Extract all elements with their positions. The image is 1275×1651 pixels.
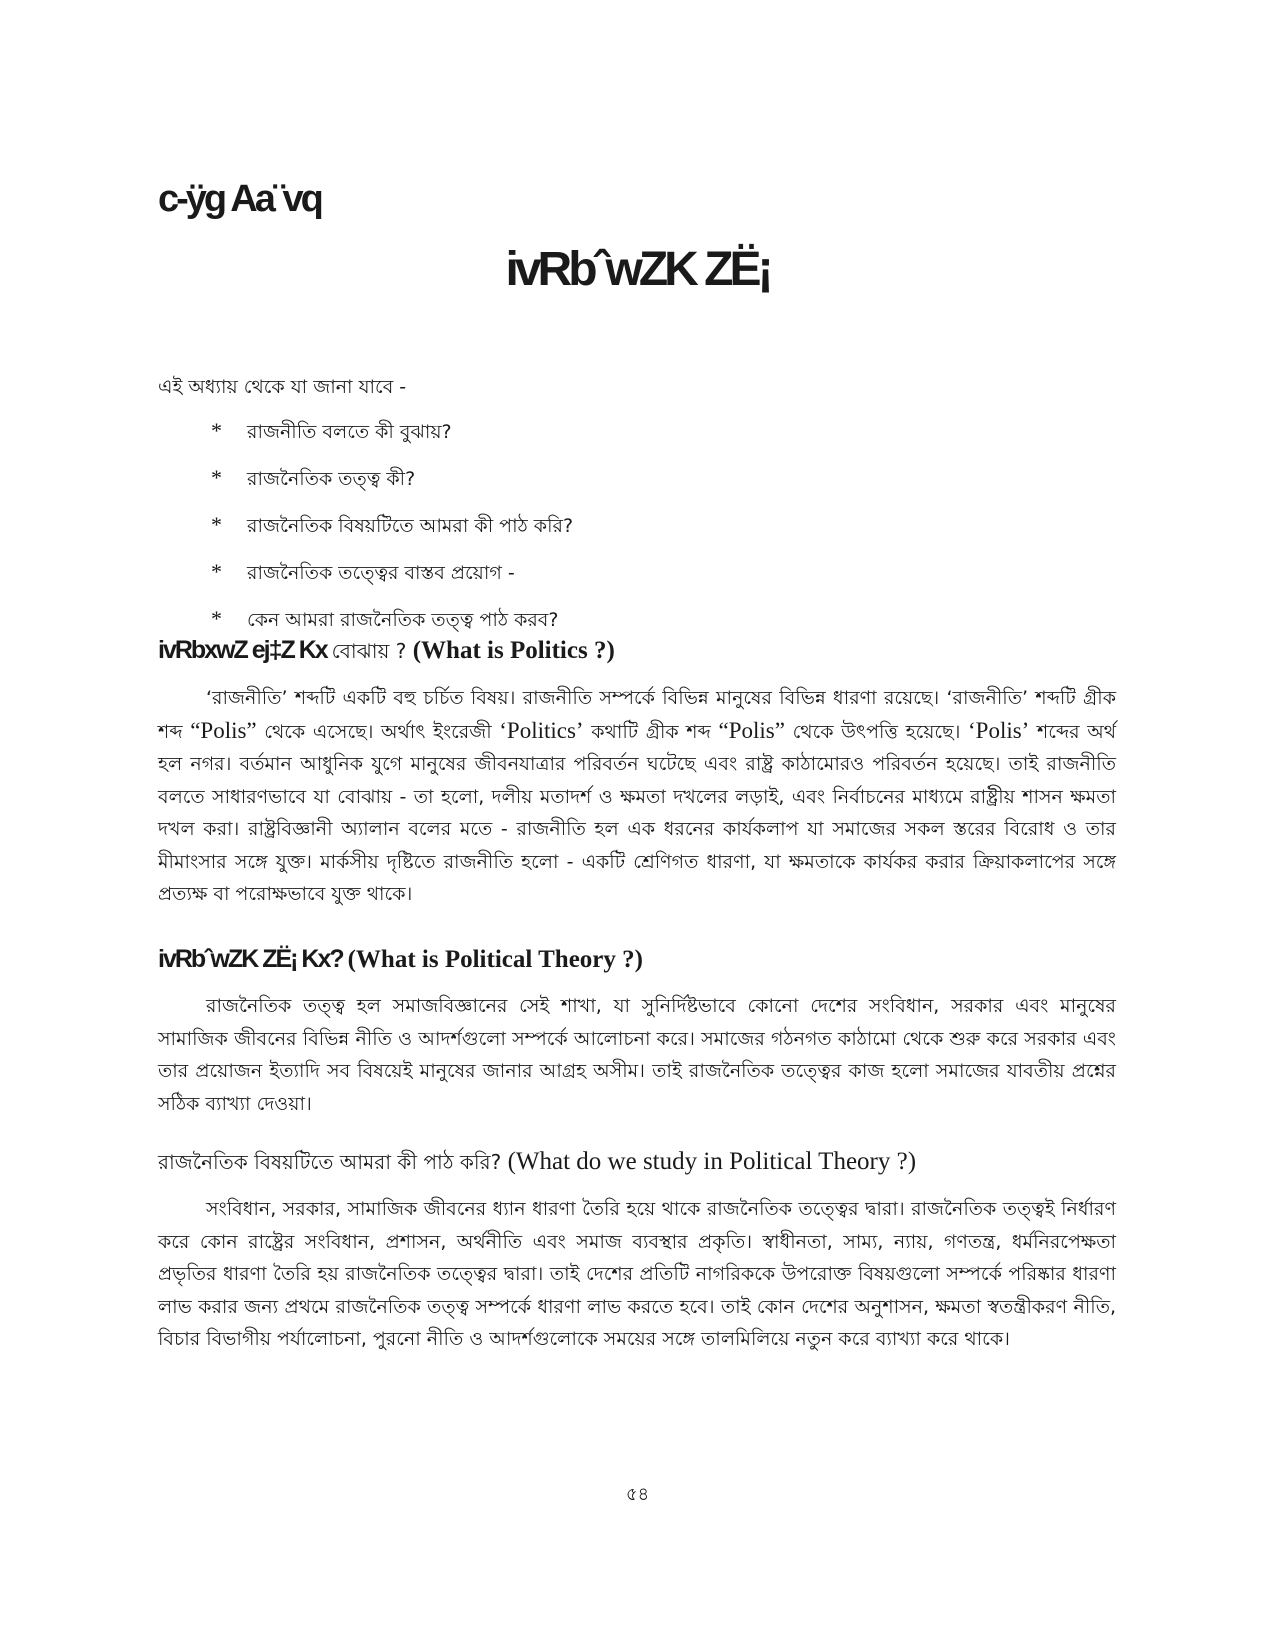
list-item: * রাজনৈতিক তত্ত্বের বাস্তব প্রয়োগ - (211, 559, 515, 584)
asterisk-icon: * (211, 606, 222, 631)
asterisk-icon: * (211, 512, 222, 537)
section-heading-study: রাজনৈতিক বিষয়টিতে আমরা কী পাঠ করি? (What do we study in Political Theory ?) (158, 1148, 917, 1175)
list-item: * কেন আমরা রাজনৈতিক তত্ত্ব পাঠ করব? (211, 606, 559, 631)
page-number: ৫৪ (625, 1484, 650, 1505)
paragraph-political-theory: রাজনৈতিক তত্ত্ব হল সমাজবিজ্ঞানের সেই শাখা, যা সুনির্দিষ্টভাবে কোনো দেশের সংবিধান, সরকার এবং মানুষের সামাজিক জীবনের বিভিন্ন নীতি ও আদর্শগুলো সম্পর্কে আলোচনা করে। সমাজের গঠনগত কাঠামো থেকে শুরু করে সরকার এবং তার প্রয়োজন ইত্যাদি সব বিষয়েই মানুষের জানার আগ্রহ অসীম। তাই রাজনৈতিক তত্ত্বের কাজ হলো সমাজের যাবতীয় প্রশ্নের সঠিক ব্যাখ্যা দেওয়া। (158, 995, 1116, 1115)
intro-text: এই অধ্যায় থেকে যা জানা যাবে - (158, 376, 407, 398)
list-item: * রাজনৈতিক তত্ত্ব কী? (211, 465, 416, 490)
paragraph-politics: ‘রাজনীতি’ শব্দটি একটি বহু চর্চিত বিষয়। রাজনীতি সম্পর্কে বিভিন্ন মানুষের বিভিন্ন ধারণা রয়েছে। ‘রাজনীতি’ শব্দটি গ্রীক শব্দ “Polis” থেকে এসেছে। অর্থাৎ ইংরেজী ‘Politics’ কথাটি গ্রীক শব্দ “Polis” থেকে উৎপত্তি হয়েছে। ‘Polis’ শব্দের অর্থ হল নগর। বর্তমান আধুনিক যুগে মানুষের জীবনযাত্রার পরিবর্তন ঘটেছে এবং রাষ্ট্র কাঠামোরও পরিবর্তন হয়েছে। তাই রাজনীতি বলতে সাধারণভাবে যা বোঝায় - তা হলো, দলীয় মতাদর্শ ও ক্ষমতা দখলের লড়াই, এবং নির্বাচনের মাধ্যমে রাষ্ট্রীয় শাসন ক্ষমতা দখল করা। রাষ্ট্রবিজ্ঞানী অ্যালান বলের মতে - রাজনীতি হল এক ধরনের কার্যকলাপ যা সমাজের সকল স্তরের বিরোধ ও তার মীমাংসার সঙ্গে যুক্ত। মার্কসীয় দৃষ্টিতে রাজনীতি হলো - একটি শ্রেণিগত ধারণা, যা ক্ষমতাকে কার্যকর করার ক্রিয়াকলাপের সঙ্গে প্রত্যক্ষ বা পরোক্ষভাবে যুক্ত থাকে। (158, 687, 1117, 905)
objectives-list (211, 418, 573, 653)
asterisk-icon: * (211, 418, 222, 443)
chapter-label: c-ÿg Aa¨vq (158, 178, 321, 220)
paragraph-study: সংবিধান, সরকার, সামাজিক জীবনের ধ্যান ধারণা তৈরি হয়ে থাকে রাজনৈতিক তত্ত্বের দ্বারা। রাজনৈতিক তত্ত্বই নির্ধারণ করে কোন রাষ্ট্রের সংবিধান, প্রশাসন, অর্থনীতি এবং সমাজ ব্যবস্থার প্রকৃতি। স্বাধীনতা, সাম্য, ন্যায়, গণতন্ত্র, ধর্মনিরপেক্ষতা প্রভৃতির ধারণা তৈরি হয় রাজনৈতিক তত্ত্বের দ্বারা। তাই দেশের প্রতিটি নাগরিককে উপরোক্ত বিষয়গুলো সম্পর্কে পরিষ্কার ধারণা লাভ করার জন্য প্রথমে রাজনৈতিক তত্ত্ব সম্পর্কে ধারণা লাভ করতে হবে। তাই কোন দেশের অনুশাসন, ক্ষমতা স্বতন্ত্রীকরণ নীতি, বিচার বিভাগীয় পর্যালোচনা, পুরনো নীতি ও আদর্শগুলোকে সময়ের সঙ্গে তালমিলিয়ে নতুন করে ব্যাখ্যা করে থাকে। (158, 1198, 1117, 1350)
section-heading-politics: ivRbxwZ ej‡Z Kx বোঝায় ? (What is Politics ?) (158, 636, 615, 664)
asterisk-icon: * (211, 465, 222, 490)
chapter-title: ivRbˆwZK ZË¡ (505, 243, 770, 296)
list-item: * রাজনীতি বলতে কী বুঝায়? (211, 418, 452, 443)
asterisk-icon: * (211, 559, 222, 584)
section-heading-political-theory: ivRbˆwZK ZË¡ Kx? (What is Political Theory ?) (158, 945, 643, 973)
list-item: * রাজনৈতিক বিষয়টিতে আমরা কী পাঠ করি? (211, 512, 574, 537)
